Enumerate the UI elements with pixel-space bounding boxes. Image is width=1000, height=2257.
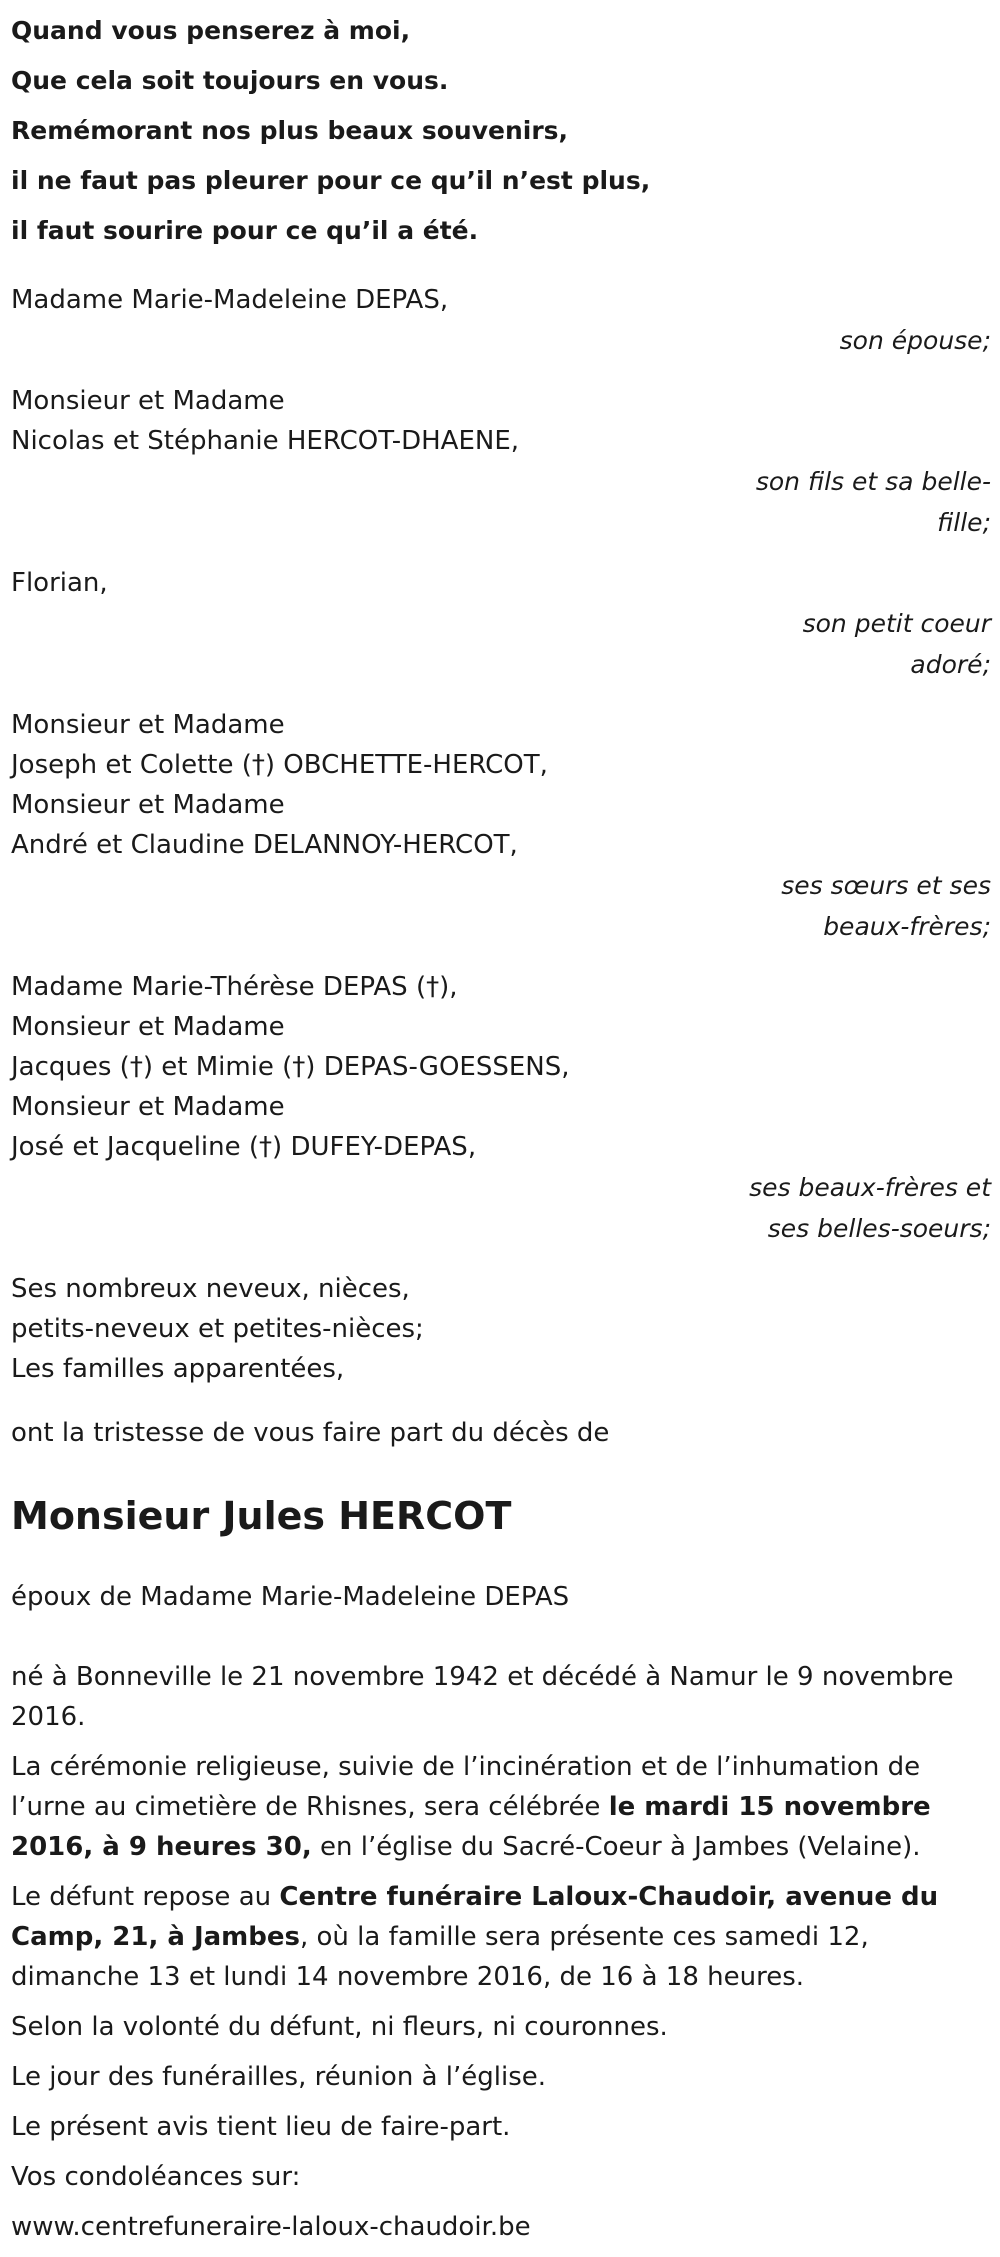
ceremony-text: La cérémonie religieuse, suivie de l’incinération et de l’inhumation de l’urne au cimetière de Rhisnes, sera célébrée — [11, 1752, 921, 1822]
family-name: José et Jacqueline (†) DUFEY-DEPAS, — [11, 1132, 477, 1162]
family-role — [11, 603, 995, 685]
condolences-website: www.centrefuneraire-laloux-chaudoir.be — [11, 2212, 531, 2242]
announcement-intro: ont la tristesse de vous faire part du décès de — [11, 1418, 610, 1448]
family-role-line: ses beaux-frères et — [749, 1173, 991, 1202]
family-name: Monsieur et Madame — [11, 710, 285, 740]
poem-line: Quand vous penserez à moi, — [11, 16, 411, 45]
family-role-line: ses belles-soeurs; — [767, 1214, 991, 1243]
family-role-line: beaux-frères; — [823, 912, 991, 941]
birth-death-dates: né à Bonneville le 21 novembre 1942 et décédé à Namur le 9 novembre 2016. — [11, 1662, 954, 1732]
poem-line: il ne faut pas pleurer pour ce qu’il n’est plus, — [11, 166, 651, 195]
family-name: Monsieur et Madame — [11, 790, 285, 820]
family-group-relatives — [11, 1269, 995, 1389]
family-group-in-laws — [11, 967, 995, 1249]
family-name: Nicolas et Stéphanie HERCOT-DHAENE, — [11, 426, 520, 456]
family-role-line: adoré; — [910, 650, 991, 679]
ceremony-details — [11, 1747, 995, 1867]
notice-note: Le présent avis tient lieu de faire-part. — [11, 2112, 511, 2142]
family-role — [11, 320, 995, 361]
family-role-line: son petit coeur — [802, 609, 991, 638]
family-role — [11, 461, 995, 543]
family-role-line: ses sœurs et ses — [781, 871, 991, 900]
poem-line: Que cela soit toujours en vous. — [11, 66, 449, 95]
family-group-sisters — [11, 705, 995, 947]
family-group-spouse — [11, 280, 995, 361]
family-name: André et Claudine DELANNOY-HERCOT, — [11, 830, 518, 860]
poem — [11, 0, 995, 256]
repose-location: Centre funéraire Laloux-Chaudoir, avenue du Camp, 21, à Jambes — [11, 1882, 939, 1952]
wishes: Selon la volonté du défunt, ni fleurs, ni couronnes. — [11, 2012, 668, 2042]
family-role-line: fille; — [937, 508, 991, 537]
obituary-content — [11, 0, 995, 2257]
family-name: Madame Marie-Thérèse DEPAS (†), — [11, 972, 458, 1002]
family-name: Jacques (†) et Mimie (†) DEPAS-GOESSENS, — [11, 1052, 570, 1082]
family-name: Monsieur et Madame — [11, 386, 285, 416]
family-name: petits-neveux et petites-nièces; — [11, 1314, 424, 1344]
family-group-grandson — [11, 563, 995, 685]
ceremony-place: en l’église du Sacré-Coeur à Jambes (Velaine). — [311, 1832, 921, 1862]
family-role-line: son fils et sa belle- — [755, 467, 991, 496]
family-name: Monsieur et Madame — [11, 1092, 285, 1122]
family-list — [11, 280, 995, 1389]
family-name: Madame Marie-Madeleine DEPAS, — [11, 285, 449, 315]
poem-line: il faut sourire pour ce qu’il a été. — [11, 216, 479, 245]
ceremony-date: le mardi 15 novembre 2016, à 9 heures 30, — [11, 1792, 931, 1862]
repose-visiting-hours: , où la famille sera présente ces samedi 12, dimanche 13 et lundi 14 novembre 2016, de 16 à 18 heures. — [11, 1922, 869, 1992]
funeral-day-note: Le jour des funérailles, réunion à l’église. — [11, 2062, 547, 2092]
family-name: Ses nombreux neveux, nièces, — [11, 1274, 410, 1304]
repose-text: Le défunt repose au — [11, 1882, 280, 1912]
family-role — [11, 1167, 995, 1249]
poem-line: Remémorant nos plus beaux souvenirs, — [11, 116, 569, 145]
condolences-label: Vos condoléances sur: — [11, 2162, 301, 2192]
family-role — [11, 865, 995, 947]
deceased-name: Monsieur Jules HERCOT — [11, 1494, 512, 1538]
family-name: Monsieur et Madame — [11, 1012, 285, 1042]
spouse-line: époux de Madame Marie-Madeleine DEPAS — [11, 1582, 570, 1612]
repose-details — [11, 1877, 995, 1997]
family-group-son — [11, 381, 995, 543]
family-name: Joseph et Colette (†) OBCHETTE-HERCOT, — [11, 750, 548, 780]
family-name: Florian, — [11, 568, 108, 598]
family-role-line: son épouse; — [839, 326, 991, 355]
family-name: Les familles apparentées, — [11, 1354, 345, 1384]
